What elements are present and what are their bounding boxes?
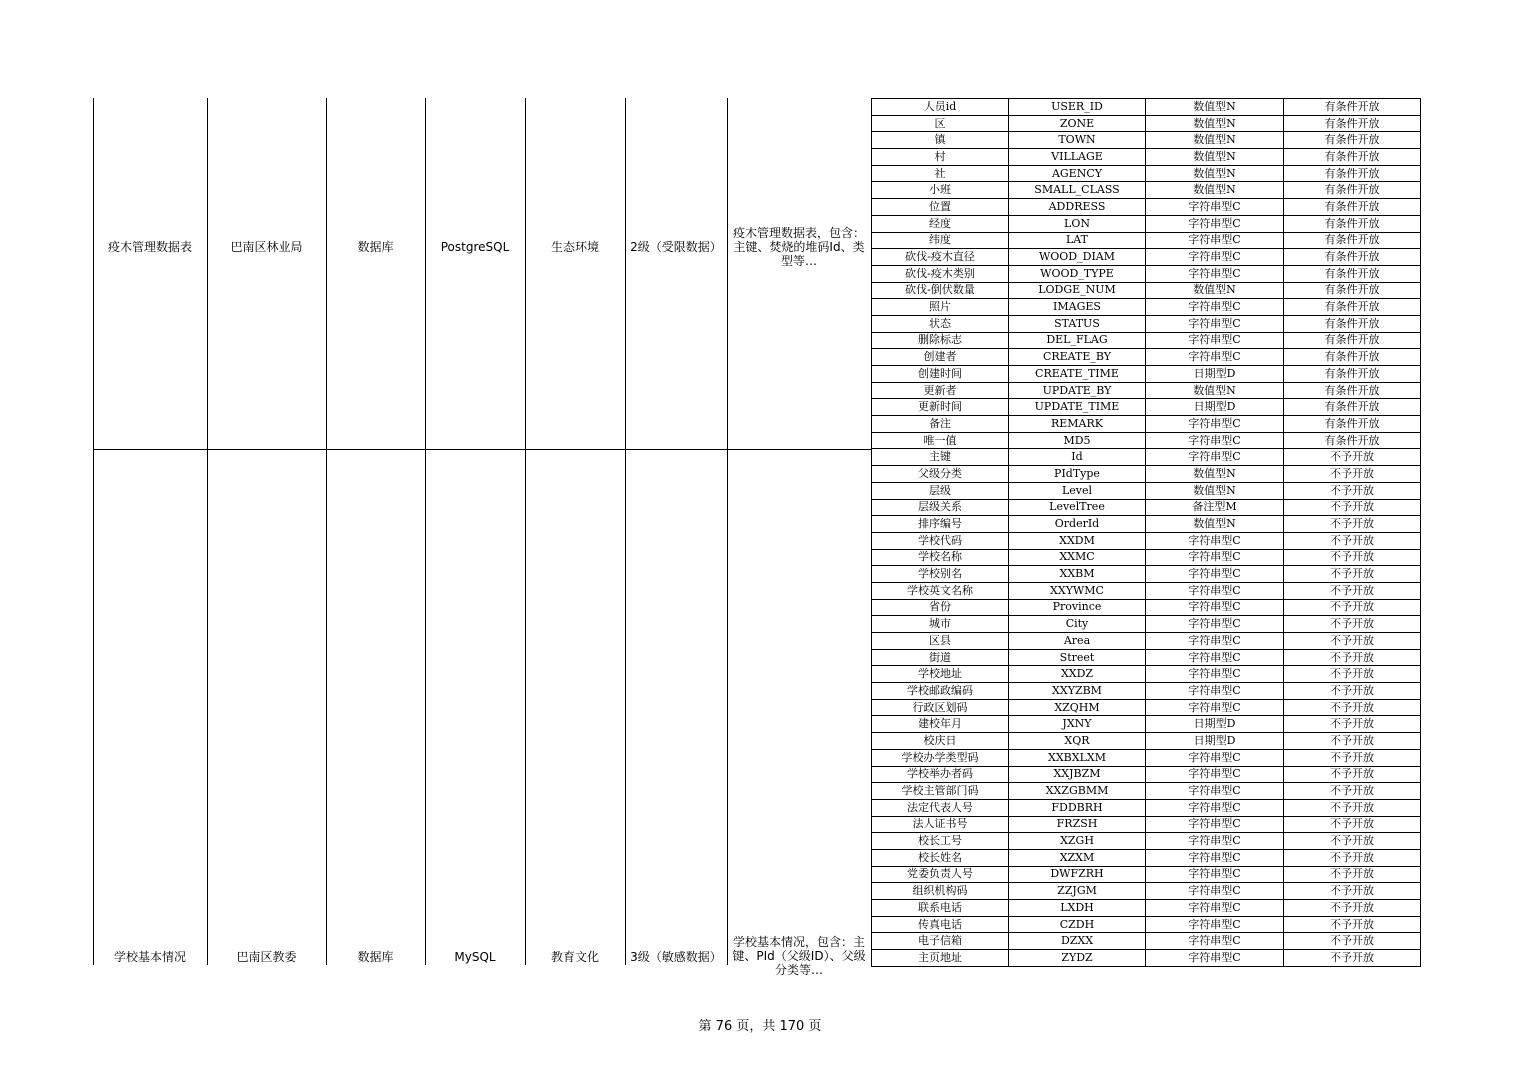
field-code: XXMC xyxy=(1009,549,1146,566)
field-open-status: 不予开放 xyxy=(1284,716,1421,733)
table-row xyxy=(872,683,1421,700)
field-label: 删除标志 xyxy=(872,332,1009,349)
record-category: 教育文化 xyxy=(550,950,599,964)
table-row xyxy=(872,566,1421,583)
field-type: 字符串型C xyxy=(1146,699,1284,716)
field-label: 学校别名 xyxy=(872,566,1009,583)
column-line xyxy=(425,98,426,965)
field-code: PIdType xyxy=(1009,466,1146,483)
record-dept: 巴南区教委 xyxy=(236,950,297,964)
field-open-status: 有条件开放 xyxy=(1284,232,1421,249)
field-label: 联系电话 xyxy=(872,900,1009,917)
field-type: 字符串型C xyxy=(1146,683,1284,700)
field-type: 数值型N xyxy=(1146,99,1284,116)
column-line xyxy=(207,98,208,965)
table-row xyxy=(872,499,1421,516)
field-type: 数值型N xyxy=(1146,115,1284,132)
table-row xyxy=(872,933,1421,950)
field-label: 学校主管部门码 xyxy=(872,783,1009,800)
field-open-status: 不予开放 xyxy=(1284,866,1421,883)
table-row xyxy=(872,249,1421,266)
field-open-status: 有条件开放 xyxy=(1284,265,1421,282)
field-open-status: 有条件开放 xyxy=(1284,165,1421,182)
field-label: 砍伐-疫木类别 xyxy=(872,265,1009,282)
field-code: LAT xyxy=(1009,232,1146,249)
record-category: 生态环境 xyxy=(550,240,599,254)
field-open-status: 有条件开放 xyxy=(1284,299,1421,316)
field-label: 纬度 xyxy=(872,232,1009,249)
field-label: 唯一值 xyxy=(872,432,1009,449)
field-type: 数值型N xyxy=(1146,182,1284,199)
field-label: 人员id xyxy=(872,99,1009,116)
table-row xyxy=(872,232,1421,249)
table-row xyxy=(872,516,1421,533)
field-label: 党委负责人号 xyxy=(872,866,1009,883)
field-label: 主页地址 xyxy=(872,950,1009,967)
field-type: 数值型N xyxy=(1146,382,1284,399)
field-open-status: 不予开放 xyxy=(1284,482,1421,499)
record-description: 学校基本情况，包含：主键、PId（父级ID）、父级分类等… xyxy=(732,935,866,977)
table-row xyxy=(872,416,1421,433)
field-open-status: 不予开放 xyxy=(1284,816,1421,833)
column-line xyxy=(93,98,94,965)
field-open-status: 不予开放 xyxy=(1284,749,1421,766)
field-open-status: 有条件开放 xyxy=(1284,366,1421,383)
table-row xyxy=(872,432,1421,449)
record-type: 数据库 xyxy=(357,240,394,254)
field-label: 建校年月 xyxy=(872,716,1009,733)
field-type: 字符串型C xyxy=(1146,349,1284,366)
field-label: 更新者 xyxy=(872,382,1009,399)
field-code: ZYDZ xyxy=(1009,950,1146,967)
record-dept: 巴南区林业局 xyxy=(230,240,303,254)
field-open-status: 不予开放 xyxy=(1284,783,1421,800)
field-label: 层级关系 xyxy=(872,499,1009,516)
field-code: USER_ID xyxy=(1009,99,1146,116)
table-row xyxy=(872,749,1421,766)
field-open-status: 有条件开放 xyxy=(1284,182,1421,199)
field-label: 法人证书号 xyxy=(872,816,1009,833)
table-row xyxy=(872,549,1421,566)
field-open-status: 不予开放 xyxy=(1284,683,1421,700)
field-code: WOOD_DIAM xyxy=(1009,249,1146,266)
field-type: 字符串型C xyxy=(1146,649,1284,666)
field-code: IMAGES xyxy=(1009,299,1146,316)
field-code: Province xyxy=(1009,599,1146,616)
field-type: 日期型D xyxy=(1146,366,1284,383)
field-code: XXDM xyxy=(1009,532,1146,549)
field-open-status: 不予开放 xyxy=(1284,849,1421,866)
table-row xyxy=(872,599,1421,616)
field-type: 备注型M xyxy=(1146,499,1284,516)
field-open-status: 有条件开放 xyxy=(1284,199,1421,216)
field-code: XXYZBM xyxy=(1009,683,1146,700)
field-open-status: 不予开放 xyxy=(1284,566,1421,583)
table-row xyxy=(872,466,1421,483)
field-open-status: 有条件开放 xyxy=(1284,382,1421,399)
field-label: 学校地址 xyxy=(872,666,1009,683)
table-row xyxy=(872,265,1421,282)
table-row xyxy=(872,733,1421,750)
field-label: 父级分类 xyxy=(872,466,1009,483)
field-label: 位置 xyxy=(872,199,1009,216)
field-code: LXDH xyxy=(1009,900,1146,917)
field-open-status: 不予开放 xyxy=(1284,916,1421,933)
field-type: 字符串型C xyxy=(1146,950,1284,967)
field-open-status: 不予开放 xyxy=(1284,616,1421,633)
field-code: AGENCY xyxy=(1009,165,1146,182)
field-label: 校长工号 xyxy=(872,833,1009,850)
field-type: 字符串型C xyxy=(1146,249,1284,266)
record-type: 数据库 xyxy=(357,950,394,964)
table-row xyxy=(872,199,1421,216)
field-label: 砍伐-疫木直径 xyxy=(872,249,1009,266)
field-open-status: 有条件开放 xyxy=(1284,99,1421,116)
table-row xyxy=(872,649,1421,666)
field-label: 创建者 xyxy=(872,349,1009,366)
field-open-status: 不予开放 xyxy=(1284,766,1421,783)
field-type: 数值型N xyxy=(1146,516,1284,533)
field-code: Id xyxy=(1009,449,1146,466)
column-line xyxy=(727,98,728,965)
field-type: 字符串型C xyxy=(1146,265,1284,282)
field-code: STATUS xyxy=(1009,315,1146,332)
table-row xyxy=(872,866,1421,883)
field-open-status: 不予开放 xyxy=(1284,633,1421,650)
field-open-status: 不予开放 xyxy=(1284,516,1421,533)
page-footer: 第 76 页，共 170 页 xyxy=(698,1019,822,1034)
table-row xyxy=(872,282,1421,299)
field-label: 学校举办者码 xyxy=(872,766,1009,783)
field-code: TOWN xyxy=(1009,132,1146,149)
field-open-status: 有条件开放 xyxy=(1284,282,1421,299)
field-label: 法定代表人号 xyxy=(872,799,1009,816)
field-type: 字符串型C xyxy=(1146,616,1284,633)
field-label: 社 xyxy=(872,165,1009,182)
field-type: 字符串型C xyxy=(1146,215,1284,232)
field-open-status: 不予开放 xyxy=(1284,549,1421,566)
field-label: 区县 xyxy=(872,633,1009,650)
field-type: 字符串型C xyxy=(1146,633,1284,650)
field-code: CREATE_TIME xyxy=(1009,366,1146,383)
field-code: VILLAGE xyxy=(1009,149,1146,166)
field-type: 字符串型C xyxy=(1146,799,1284,816)
field-code: LON xyxy=(1009,215,1146,232)
field-open-status: 不予开放 xyxy=(1284,649,1421,666)
field-code: ZONE xyxy=(1009,115,1146,132)
field-code: DZXX xyxy=(1009,933,1146,950)
field-open-status: 有条件开放 xyxy=(1284,149,1421,166)
field-table xyxy=(871,98,1421,967)
field-label: 经度 xyxy=(872,215,1009,232)
table-row xyxy=(872,366,1421,383)
field-type: 字符串型C xyxy=(1146,766,1284,783)
field-code: XZGH xyxy=(1009,833,1146,850)
table-row xyxy=(872,883,1421,900)
field-open-status: 不予开放 xyxy=(1284,799,1421,816)
table-row xyxy=(872,132,1421,149)
field-type: 数值型N xyxy=(1146,165,1284,182)
field-open-status: 有条件开放 xyxy=(1284,315,1421,332)
record-level: 3级（敏感数据） xyxy=(630,950,722,964)
field-label: 层级 xyxy=(872,482,1009,499)
field-type: 字符串型C xyxy=(1146,566,1284,583)
field-label: 区 xyxy=(872,115,1009,132)
field-open-status: 有条件开放 xyxy=(1284,432,1421,449)
field-code: XXJBZM xyxy=(1009,766,1146,783)
field-code: WOOD_TYPE xyxy=(1009,265,1146,282)
field-open-status: 不予开放 xyxy=(1284,833,1421,850)
field-label: 学校名称 xyxy=(872,549,1009,566)
table-row xyxy=(872,349,1421,366)
table-row xyxy=(872,165,1421,182)
record-level: 2级（受限数据） xyxy=(630,240,722,254)
record-name: 学校基本情况 xyxy=(113,950,186,964)
field-type: 字符串型C xyxy=(1146,332,1284,349)
field-label: 小班 xyxy=(872,182,1009,199)
field-label: 学校邮政编码 xyxy=(872,683,1009,700)
field-type: 字符串型C xyxy=(1146,199,1284,216)
field-open-status: 不予开放 xyxy=(1284,499,1421,516)
field-code: XXYWMC xyxy=(1009,582,1146,599)
field-label: 电子信箱 xyxy=(872,933,1009,950)
field-code: UPDATE_TIME xyxy=(1009,399,1146,416)
field-code: Street xyxy=(1009,649,1146,666)
field-open-status: 不予开放 xyxy=(1284,582,1421,599)
table-row xyxy=(872,382,1421,399)
field-code: CREATE_BY xyxy=(1009,349,1146,366)
field-label: 状态 xyxy=(872,315,1009,332)
table-row xyxy=(872,766,1421,783)
field-label: 照片 xyxy=(872,299,1009,316)
field-type: 字符串型C xyxy=(1146,816,1284,833)
table-row xyxy=(872,299,1421,316)
field-code: XXDZ xyxy=(1009,666,1146,683)
field-open-status: 有条件开放 xyxy=(1284,132,1421,149)
table-row xyxy=(872,315,1421,332)
column-line xyxy=(625,98,626,965)
table-row xyxy=(872,99,1421,116)
field-type: 字符串型C xyxy=(1146,883,1284,900)
field-code: XZQHM xyxy=(1009,699,1146,716)
table-row xyxy=(872,482,1421,499)
field-code: ADDRESS xyxy=(1009,199,1146,216)
field-code: XXBXLXM xyxy=(1009,749,1146,766)
record-separator xyxy=(93,449,871,450)
column-line xyxy=(326,98,327,965)
table-row xyxy=(872,849,1421,866)
table-row xyxy=(872,950,1421,967)
field-code: DWFZRH xyxy=(1009,866,1146,883)
field-type: 字符串型C xyxy=(1146,900,1284,917)
field-label: 创建时间 xyxy=(872,366,1009,383)
field-code: XXZGBMM xyxy=(1009,783,1146,800)
field-type: 字符串型C xyxy=(1146,549,1284,566)
field-code: CZDH xyxy=(1009,916,1146,933)
table-row xyxy=(872,332,1421,349)
field-label: 校长姓名 xyxy=(872,849,1009,866)
table-row xyxy=(872,532,1421,549)
field-type: 字符串型C xyxy=(1146,416,1284,433)
field-label: 学校办学类型码 xyxy=(872,749,1009,766)
field-open-status: 有条件开放 xyxy=(1284,249,1421,266)
field-label: 行政区划码 xyxy=(872,699,1009,716)
field-open-status: 有条件开放 xyxy=(1284,416,1421,433)
field-type: 字符串型C xyxy=(1146,599,1284,616)
field-type: 字符串型C xyxy=(1146,532,1284,549)
field-open-status: 不予开放 xyxy=(1284,883,1421,900)
field-open-status: 不予开放 xyxy=(1284,900,1421,917)
record-db: PostgreSQL xyxy=(440,240,510,254)
field-open-status: 不予开放 xyxy=(1284,599,1421,616)
field-open-status: 不予开放 xyxy=(1284,449,1421,466)
field-type: 数值型N xyxy=(1146,132,1284,149)
field-code: UPDATE_BY xyxy=(1009,382,1146,399)
field-label: 更新时间 xyxy=(872,399,1009,416)
field-type: 字符串型C xyxy=(1146,232,1284,249)
field-type: 数值型N xyxy=(1146,149,1284,166)
field-code: MD5 xyxy=(1009,432,1146,449)
field-type: 字符串型C xyxy=(1146,666,1284,683)
field-type: 字符串型C xyxy=(1146,849,1284,866)
field-code: FRZSH xyxy=(1009,816,1146,833)
field-type: 数值型N xyxy=(1146,482,1284,499)
field-open-status: 不予开放 xyxy=(1284,532,1421,549)
field-open-status: 有条件开放 xyxy=(1284,349,1421,366)
field-code: XQR xyxy=(1009,733,1146,750)
field-code: OrderId xyxy=(1009,516,1146,533)
record-db: MySQL xyxy=(454,950,496,964)
field-open-status: 不予开放 xyxy=(1284,733,1421,750)
field-label: 镇 xyxy=(872,132,1009,149)
field-type: 数值型N xyxy=(1146,282,1284,299)
table-row xyxy=(872,182,1421,199)
field-label: 砍伐-倒伏数量 xyxy=(872,282,1009,299)
field-code: SMALL_CLASS xyxy=(1009,182,1146,199)
field-label: 城市 xyxy=(872,616,1009,633)
field-label: 街道 xyxy=(872,649,1009,666)
table-row xyxy=(872,449,1421,466)
table-row xyxy=(872,666,1421,683)
field-open-status: 不予开放 xyxy=(1284,933,1421,950)
field-label: 学校英文名称 xyxy=(872,582,1009,599)
field-code: REMARK xyxy=(1009,416,1146,433)
table-row xyxy=(872,816,1421,833)
table-row xyxy=(872,149,1421,166)
field-label: 村 xyxy=(872,149,1009,166)
field-open-status: 不予开放 xyxy=(1284,666,1421,683)
field-label: 排序编号 xyxy=(872,516,1009,533)
field-type: 字符串型C xyxy=(1146,866,1284,883)
field-type: 字符串型C xyxy=(1146,749,1284,766)
record-name: 疫木管理数据表 xyxy=(107,240,192,254)
field-type: 数值型N xyxy=(1146,466,1284,483)
field-type: 字符串型C xyxy=(1146,833,1284,850)
table-row xyxy=(872,900,1421,917)
field-code: City xyxy=(1009,616,1146,633)
field-type: 字符串型C xyxy=(1146,449,1284,466)
field-code: LODGE_NUM xyxy=(1009,282,1146,299)
field-code: Level xyxy=(1009,482,1146,499)
table-row xyxy=(872,582,1421,599)
field-label: 主键 xyxy=(872,449,1009,466)
field-label: 学校代码 xyxy=(872,532,1009,549)
table-row xyxy=(872,833,1421,850)
field-code: XZXM xyxy=(1009,849,1146,866)
field-type: 日期型D xyxy=(1146,716,1284,733)
field-label: 省份 xyxy=(872,599,1009,616)
field-type: 字符串型C xyxy=(1146,299,1284,316)
table-row xyxy=(872,633,1421,650)
field-type: 字符串型C xyxy=(1146,783,1284,800)
column-line xyxy=(525,98,526,965)
table-row xyxy=(872,699,1421,716)
field-code: JXNY xyxy=(1009,716,1146,733)
field-type: 字符串型C xyxy=(1146,916,1284,933)
table-row xyxy=(872,916,1421,933)
field-open-status: 有条件开放 xyxy=(1284,115,1421,132)
field-type: 字符串型C xyxy=(1146,432,1284,449)
field-label: 组织机构码 xyxy=(872,883,1009,900)
table-row xyxy=(872,716,1421,733)
field-open-status: 不予开放 xyxy=(1284,699,1421,716)
field-label: 校庆日 xyxy=(872,733,1009,750)
table-row xyxy=(872,799,1421,816)
field-open-status: 有条件开放 xyxy=(1284,399,1421,416)
field-code: XXBM xyxy=(1009,566,1146,583)
field-type: 字符串型C xyxy=(1146,582,1284,599)
field-code: ZZJGM xyxy=(1009,883,1146,900)
field-open-status: 有条件开放 xyxy=(1284,332,1421,349)
field-code: LevelTree xyxy=(1009,499,1146,516)
record-description: 疫木管理数据表，包含：主键、焚烧的堆码Id、类型等… xyxy=(732,226,865,268)
field-code: Area xyxy=(1009,633,1146,650)
field-open-status: 有条件开放 xyxy=(1284,215,1421,232)
table-row xyxy=(872,783,1421,800)
field-code: FDDBRH xyxy=(1009,799,1146,816)
field-label: 备注 xyxy=(872,416,1009,433)
field-label: 传真电话 xyxy=(872,916,1009,933)
table-row xyxy=(872,616,1421,633)
table-row xyxy=(872,115,1421,132)
field-type: 日期型D xyxy=(1146,399,1284,416)
table-row xyxy=(872,399,1421,416)
field-type: 字符串型C xyxy=(1146,933,1284,950)
field-open-status: 不予开放 xyxy=(1284,466,1421,483)
field-code: DEL_FLAG xyxy=(1009,332,1146,349)
field-type: 日期型D xyxy=(1146,733,1284,750)
field-type: 字符串型C xyxy=(1146,315,1284,332)
table-row xyxy=(872,215,1421,232)
field-open-status: 不予开放 xyxy=(1284,950,1421,967)
